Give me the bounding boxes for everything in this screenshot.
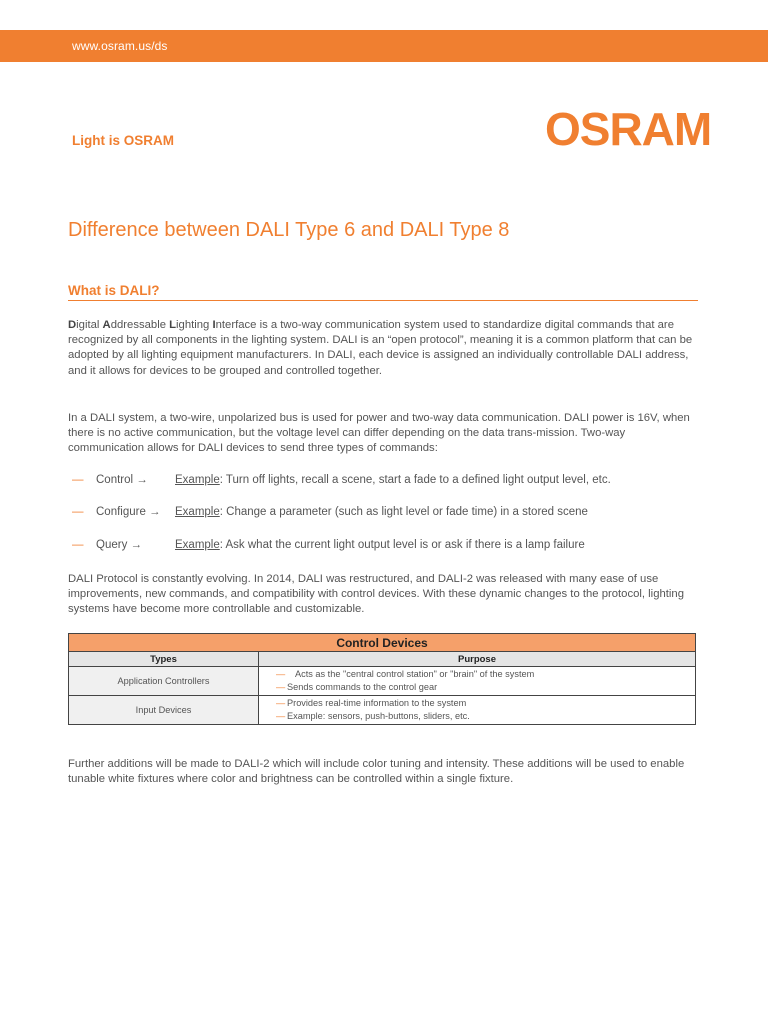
- purpose-text: Provides real-time information to the system: [287, 698, 467, 708]
- column-header-types: Types: [69, 652, 259, 667]
- example-label: Example: [175, 506, 220, 518]
- tagline: Light is OSRAM: [72, 133, 174, 148]
- command-description: : Turn off lights, recall a scene, start a fade to a defined light output level, etc.: [219, 474, 611, 486]
- purpose-cell: [259, 667, 696, 696]
- bus-paragraph: In a DALI system, a two-wire, unpolarized bus is used for power and two-way data communication. DALI power is 16V, when there is no active communication, but the voltage level can differ depending on the data trans-mission. Two-way communication allows for DALI devices to send three types of commands:: [68, 412, 690, 455]
- command-description: : Ask what the current light output level is or ask if there is a lamp failure: [219, 539, 585, 551]
- intro-paragraph: [68, 318, 704, 379]
- command-name: Configure →: [96, 506, 161, 518]
- table-row: [69, 667, 696, 696]
- purpose-text: Example: sensors, push-buttons, sliders, etc.: [287, 711, 470, 721]
- command-item-query: [72, 539, 585, 555]
- section-divider: [68, 300, 698, 301]
- example-label: Example: [175, 539, 220, 551]
- purpose-line: [276, 668, 695, 681]
- dash-bullet: —: [276, 711, 286, 721]
- purpose-text: Acts as the "central control station" or "brain" of the system: [295, 669, 535, 679]
- table-row: [69, 696, 696, 725]
- column-header-purpose: Purpose: [259, 652, 696, 667]
- intro-initial-d: D: [68, 319, 77, 331]
- intro-word-part: igital: [76, 319, 103, 331]
- evolution-paragraph: DALI Protocol is constantly evolving. In 2014, DALI was restructured, and DALI-2 was released with many ease of use improvements, new commands, and compatibility with control devices. With these dynamic changes to the protocol, lighting systems have become more controllable and customizable.: [68, 573, 684, 616]
- intro-initial-a: A: [102, 319, 111, 331]
- dash-bullet: —: [72, 474, 84, 486]
- table-caption: Control Devices: [69, 634, 696, 652]
- command-description: : Change a parameter (such as light level or fade time) in a stored scene: [219, 506, 588, 518]
- dash-bullet: —: [72, 539, 84, 551]
- example-label: Example: [175, 474, 220, 486]
- intro-body: nterface is a two-way communication system used to standardize digital commands that are recognized by all components in the lighting system. DALI is an “open protocol”, meaning it is a common platform that can be adopted by all lighting equipment manufacturers. In DALI, each device is assigned an individually controllable DALI address, and it allows for devices to be grouped and controlled together.: [68, 319, 693, 377]
- command-name: Control →: [96, 474, 148, 486]
- osram-logo: OSRAM: [545, 103, 712, 155]
- intro-word-part: ighting: [176, 319, 213, 331]
- type-cell: Application Controllers: [69, 667, 259, 696]
- purpose-line: [276, 710, 695, 723]
- dash-bullet: —: [72, 506, 84, 518]
- command-name: Query →: [96, 539, 143, 551]
- purpose-line: [276, 681, 695, 694]
- command-item-control: [72, 474, 611, 490]
- dash-bullet: —: [276, 682, 286, 692]
- intro-initial-l: L: [169, 319, 177, 331]
- section-heading: What is DALI?: [68, 283, 160, 298]
- website-link[interactable]: www.osram.us/ds: [72, 39, 168, 53]
- top-bar: [0, 30, 768, 62]
- purpose-text: Sends commands to the control gear: [287, 682, 438, 692]
- further-additions-paragraph: Further additions will be made to DALI-2 which will include color tuning and intensity. These additions will be used to enable tunable white fixtures where color and brightness can be controlled within a single fixture.: [68, 758, 685, 786]
- intro-word-part: ddressable: [110, 319, 170, 331]
- command-item-configure: [72, 506, 588, 522]
- purpose-cell: [259, 696, 696, 725]
- intro-initial-i: I: [212, 319, 216, 331]
- table-header-row: [69, 652, 696, 667]
- control-devices-table: [68, 633, 696, 725]
- dash-bullet: —: [276, 669, 286, 679]
- purpose-line: [276, 697, 695, 710]
- dash-bullet: —: [276, 698, 286, 708]
- type-cell: Input Devices: [69, 696, 259, 725]
- document-title: Difference between DALI Type 6 and DALI Type 8: [68, 219, 510, 241]
